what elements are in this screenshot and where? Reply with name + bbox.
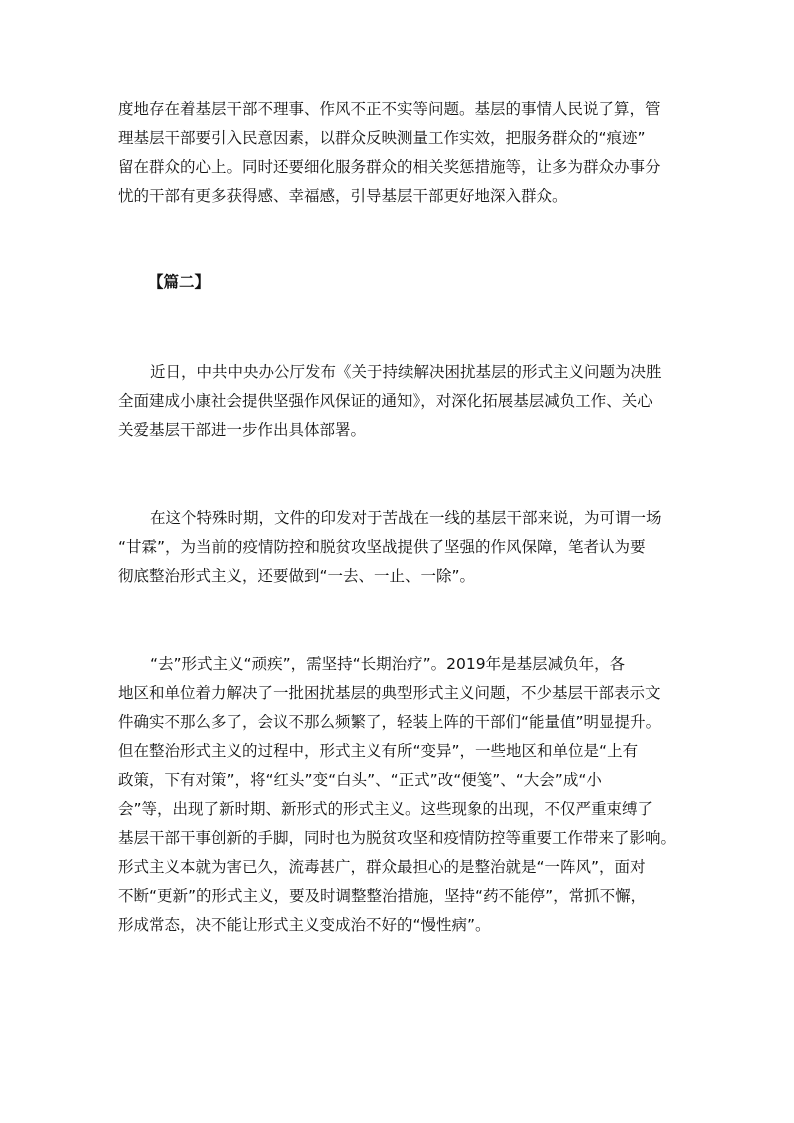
text-line: 忧的干部有更多获得感、幸福感，引导基层干部更好地深入群众。 — [118, 187, 568, 205]
text-line: 会”等，出现了新时期、新形式的形式主义。这些现象的出现，不仅严重束缚了 — [118, 800, 654, 818]
paragraph-context — [118, 504, 698, 591]
text-line: 政策，下有对策”，将“红头”变“白头”、“正式”改“便笺”、“大会”成“小 — [118, 771, 602, 789]
section-heading: 【篇二】 — [148, 273, 211, 291]
text-line: 形式主义本就为害已久，流毒甚广，群众最担心的是整治就是“一阵风”，面对 — [118, 858, 646, 876]
text-line: “甘霖”，为当前的疫情防控和脱贫攻坚战提供了坚强的作风保障，笔者认为要 — [118, 538, 646, 556]
text-line: 件确实不那么多了，会议不那么频繁了，轻装上阵的干部们“能量值”明显提升。 — [118, 713, 662, 731]
paragraph-main — [118, 650, 698, 940]
text-line: 近日，中共中央办公厅发布《关于持续解决困扰基层的形式主义问题为决胜 — [150, 363, 662, 381]
text-line: 全面建成小康社会提供坚强作风保证的通知》，对深化拓展基层减负工作、关心 — [118, 392, 653, 410]
text-line: 但在整治形式主义的过程中，形式主义有所“变异”，一些地区和单位是“上有 — [118, 742, 639, 760]
text-line: 彻底整治形式主义，还要做到“一去、一止、一除”。 — [118, 567, 476, 585]
paragraph-continuation — [118, 95, 698, 211]
paragraph-intro — [118, 358, 698, 445]
text-line: 不断“更新”的形式主义，要及时调整整治措施，坚持“药不能停”，常抓不懈， — [118, 887, 647, 905]
text-line: 在这个特殊时期，文件的印发对于苦战在一线的基层干部来说，为可谓一场 — [150, 509, 662, 527]
text-line: 关爱基层干部进一步作出具体部署。 — [118, 421, 367, 439]
text-line: 留在群众的心上。同时还要细化服务群众的相关奖惩措施等，让多为群众办事分 — [118, 158, 661, 176]
text-line: 地区和单位着力解决了一批困扰基层的典型形式主义问题，不少基层干部表示文 — [118, 684, 661, 702]
text-line: 形成常态，决不能让形式主义变成治不好的“慢性病”。 — [118, 916, 491, 934]
text-line: “去”形式主义“顽疾”，需坚持“长期治疗”。2019年是基层减负年，各 — [150, 655, 626, 673]
text-line: 基层干部干事创新的手脚，同时也为脱贫攻坚和疫情防控等重要工作带来了影响。 — [118, 829, 677, 847]
text-line: 度地存在着基层干部不理事、作风不正不实等问题。基层的事情人民说了算，管 — [118, 100, 661, 118]
text-line: 理基层干部要引入民意因素，以群众反映测量工作实效，把服务群众的“痕迹” — [118, 129, 646, 147]
